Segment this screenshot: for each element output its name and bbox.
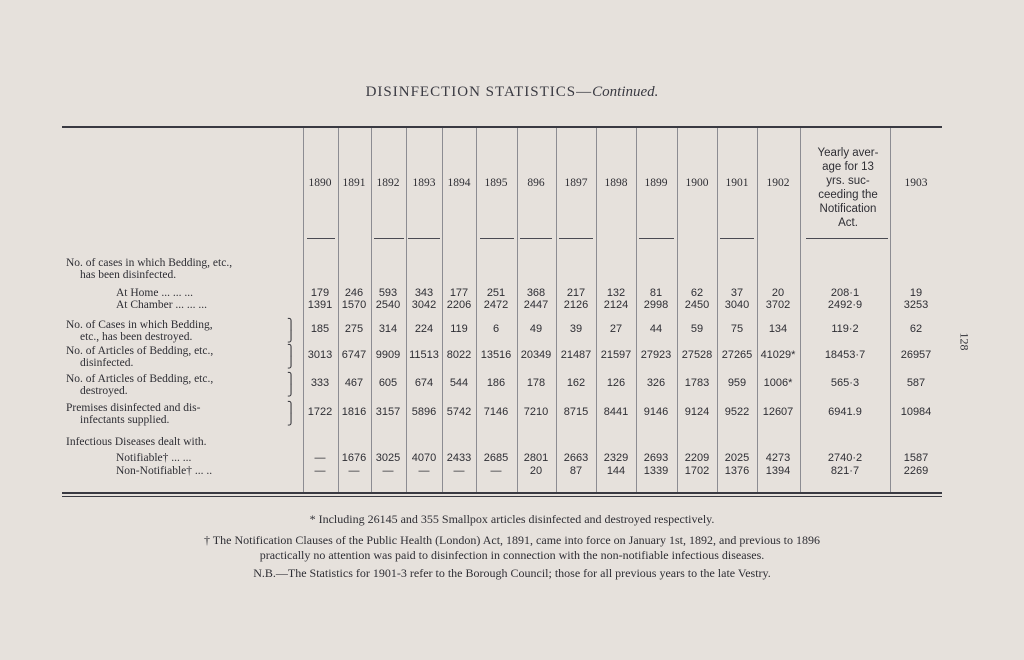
table-cell: 3042 (411, 299, 437, 311)
table-cell: 3702 (765, 299, 791, 311)
table-cell: 1702 (684, 465, 710, 477)
table-cell: 186 (486, 377, 506, 389)
table-cell: 1676 (341, 452, 367, 464)
header-underline (307, 238, 335, 239)
table-cell: 7146 (483, 406, 509, 418)
table-cell: 18453·7 (824, 349, 866, 361)
table-cell: 41029* (760, 349, 796, 361)
table-cell: 333 (310, 377, 330, 389)
title-main: DISINFECTION STATISTICS— (365, 84, 593, 100)
header-underline (639, 238, 674, 239)
table-cell: 544 (449, 377, 469, 389)
column-header: 1902 (766, 177, 790, 189)
row-label-line: etc., has been destroyed. (80, 331, 193, 343)
table-cell: 6941.9 (828, 406, 862, 418)
table-cell: 27265 (721, 349, 753, 361)
table-cell: 1722 (307, 406, 333, 418)
table-cell: 246 (344, 287, 364, 299)
table-cell: 49 (529, 323, 543, 335)
row-label-line: disinfected. (80, 357, 134, 369)
footnote-asterisk: * Including 26145 and 355 Smallpox articles disinfected and destroyed respectively. (309, 512, 715, 526)
header-underline (806, 238, 888, 239)
table-cell: 2206 (446, 299, 472, 311)
table-cell: 178 (526, 377, 546, 389)
table-cell: 2540 (375, 299, 401, 311)
row-label (66, 345, 213, 369)
table-cell: — (490, 465, 502, 477)
column-header: 1900 (685, 177, 709, 189)
table-cell: 1391 (307, 299, 333, 311)
brace-mark: ⎫ ⎭ (287, 345, 296, 369)
table-cell: 9909 (375, 349, 401, 361)
column-header: 1897 (564, 177, 588, 189)
table-cell: 326 (646, 377, 666, 389)
table-cell: 6 (492, 323, 500, 335)
table-cell: 81 (649, 287, 663, 299)
table-cell: 5742 (446, 406, 472, 418)
brace-mark: ⎫ ⎭ (287, 373, 296, 397)
header-underline (720, 238, 754, 239)
table-cell: 9146 (643, 406, 669, 418)
footnote-dagger-2: practically no attention was paid to disinfection in connection with the non-notifiable infectious diseases. (259, 548, 765, 562)
column-header: 1893 (412, 177, 436, 189)
table-cell: 2685 (483, 452, 509, 464)
table-cell: 27 (609, 323, 623, 335)
table-cell: 959 (727, 377, 747, 389)
table-cell: 565·3 (830, 377, 860, 389)
table-cell: 75 (730, 323, 744, 335)
table-cell: 62 (909, 323, 923, 335)
column-header: 1891 (342, 177, 366, 189)
table-cell: 2801 (523, 452, 549, 464)
row-label-line: Premises disinfected and dis- (66, 402, 201, 414)
yearly-header-line: Yearly aver- (817, 147, 879, 159)
brace-mark: ⎫ ⎭ (287, 319, 296, 343)
table-cell: 2126 (563, 299, 589, 311)
table-cell: 119 (450, 323, 468, 335)
table-cell: 2124 (603, 299, 629, 311)
group-label-line: has been disinfected. (80, 269, 177, 281)
table-cell: 26957 (900, 349, 932, 361)
column-header: 1894 (447, 177, 471, 189)
table-cell: 27528 (681, 349, 713, 361)
header-underline (559, 238, 593, 239)
table-cell: 11513 (409, 349, 439, 361)
table-cell: 587 (906, 377, 926, 389)
row-label (66, 373, 213, 397)
column-divider (890, 128, 891, 494)
table-cell: 2329 (603, 452, 629, 464)
table-cell: 3013 (307, 349, 333, 361)
row-label (66, 402, 200, 426)
table-cell: 224 (414, 323, 434, 335)
table-cell: 119·2 (831, 323, 859, 335)
row-label-line: At Home ... ... ... (116, 287, 193, 299)
column-header: 1892 (376, 177, 400, 189)
yearly-header-line: Act. (838, 217, 858, 229)
yearly-header-line: ceeding the (818, 189, 878, 201)
table-cell: 62 (690, 287, 704, 299)
page-number: 128 (957, 332, 972, 351)
table-cell: 821·7 (830, 465, 860, 477)
table-bottom-rule (62, 492, 942, 494)
table-cell: 19 (909, 287, 923, 299)
table-cell: 3157 (375, 406, 401, 418)
table-cell: 2269 (903, 465, 929, 477)
table-cell: 5896 (411, 406, 437, 418)
table-cell: — (314, 465, 326, 477)
row-label-line: destroyed. (80, 385, 128, 397)
table-cell: 2025 (724, 452, 750, 464)
table-cell: 2447 (523, 299, 549, 311)
table-cell: 674 (414, 377, 434, 389)
table-cell: 1587 (903, 452, 929, 464)
table-cell: 20 (771, 287, 785, 299)
table-cell: 2740·2 (827, 452, 863, 464)
table-cell: 1394 (765, 465, 791, 477)
table-cell: 126 (606, 377, 626, 389)
row-label (116, 452, 191, 464)
table-cell: 208·1 (830, 287, 860, 299)
group-label-infectious: Infectious Diseases dealt with. (66, 436, 207, 448)
table-cell: 605 (378, 377, 398, 389)
table-cell: 179 (310, 287, 330, 299)
table-cell: 10984 (900, 406, 932, 418)
table-cell: 144 (606, 465, 626, 477)
table-cell: 185 (310, 323, 330, 335)
table-cell: 314 (378, 323, 398, 335)
row-label-line: At Chamber ... ... ... (116, 299, 208, 311)
table-cell: 2998 (643, 299, 669, 311)
column-header: 896 (527, 177, 545, 189)
row-label (116, 287, 193, 299)
brace-mark: ⎫ ⎭ (287, 402, 296, 426)
table-cell: 217 (566, 287, 586, 299)
table-cell: 177 (449, 287, 469, 299)
table-cell: 2693 (643, 452, 669, 464)
yearly-header-line: Notification (819, 203, 877, 215)
header-underline (408, 238, 440, 239)
table-cell: 251 (486, 287, 506, 299)
table-cell: — (382, 465, 394, 477)
column-divider (800, 128, 801, 494)
row-label (116, 465, 212, 477)
column-header: 1895 (484, 177, 508, 189)
table-cell: 134 (768, 323, 788, 335)
yearly-average-header (806, 146, 890, 230)
table-top-rule (62, 126, 942, 128)
table-cell: 1339 (643, 465, 669, 477)
table-cell: — (348, 465, 360, 477)
column-header: 1899 (644, 177, 668, 189)
table-cell: 59 (690, 323, 704, 335)
table-cell: 1376 (724, 465, 750, 477)
table-cell: — (453, 465, 465, 477)
table-cell: 44 (649, 323, 663, 335)
header-underline (374, 238, 404, 239)
table-cell: 162 (566, 377, 586, 389)
table-cell: 12607 (762, 406, 794, 418)
footnote-nb: N.B.—The Statistics for 1901-3 refer to the Borough Council; those for all previous years to the late Vestry. (253, 566, 771, 580)
table-cell: 6747 (341, 349, 367, 361)
table-cell: 9124 (684, 406, 710, 418)
column-header: 1898 (604, 177, 628, 189)
table-cell: 21597 (600, 349, 632, 361)
table-cell: 9522 (724, 406, 750, 418)
table-bottom-rule-thin (62, 496, 942, 497)
table-cell: 7210 (523, 406, 549, 418)
table-cell: 8715 (563, 406, 589, 418)
column-header: 1890 (308, 177, 332, 189)
table-cell: 27923 (640, 349, 672, 361)
row-label (116, 299, 207, 311)
table-cell: 20 (529, 465, 543, 477)
row-label-line: No. of Cases in which Bedding, (66, 319, 213, 331)
column-header: 1903 (904, 177, 928, 189)
table-cell: 39 (569, 323, 583, 335)
table-cell: 2450 (684, 299, 710, 311)
table-cell: 3253 (903, 299, 929, 311)
header-underline (480, 238, 514, 239)
table-cell: — (314, 452, 326, 464)
table-cell: 13516 (480, 349, 512, 361)
group-label-bedding-cases (66, 257, 232, 281)
table-cell: — (418, 465, 430, 477)
table-cell: 37 (730, 287, 744, 299)
table-cell: 87 (569, 465, 583, 477)
table-cell: 2663 (563, 452, 589, 464)
table-cell: 1816 (341, 406, 367, 418)
group-label-line: No. of cases in which Bedding, etc., (66, 257, 233, 269)
table-cell: 20349 (520, 349, 552, 361)
table-cell: 8441 (603, 406, 629, 418)
table-cell: 593 (378, 287, 398, 299)
row-label-line: Notifiable† ... ... (116, 452, 192, 464)
row-label-line: Non-Notifiable† ... .. (116, 465, 213, 477)
table-cell: 343 (414, 287, 434, 299)
table-cell: 132 (606, 287, 626, 299)
page-title (0, 84, 1024, 101)
row-label-line: infectants supplied. (80, 414, 170, 426)
table-cell: 2492·9 (827, 299, 863, 311)
table-cell: 3025 (375, 452, 401, 464)
table-cell: 1570 (341, 299, 367, 311)
table-cell: 1006* (763, 377, 793, 389)
title-continued: Continued. (592, 84, 659, 100)
footnote-dagger-1: † The Notification Clauses of the Public Health (London) Act, 1891, came into force on January 1st, 1892, and previous to 1896 (204, 533, 820, 547)
table-cell: 3040 (724, 299, 750, 311)
table-cell: 4273 (765, 452, 791, 464)
table-cell: 21487 (560, 349, 592, 361)
header-underline (520, 238, 552, 239)
table-cell: 2472 (483, 299, 509, 311)
table-cell: 368 (526, 287, 546, 299)
row-label-line: No. of Articles of Bedding, etc., (66, 345, 214, 357)
row-label (66, 319, 213, 343)
table-cell: 1783 (684, 377, 710, 389)
table-cell: 467 (344, 377, 364, 389)
yearly-header-line: yrs. suc- (826, 175, 870, 187)
row-label-line: No. of Articles of Bedding, etc., (66, 373, 214, 385)
table-cell: 2209 (684, 452, 710, 464)
yearly-header-line: age for 13 (822, 161, 874, 173)
column-header: 1901 (725, 177, 749, 189)
table-cell: 275 (344, 323, 364, 335)
table-cell: 4070 (411, 452, 437, 464)
table-cell: 2433 (446, 452, 472, 464)
table-cell: 8022 (446, 349, 472, 361)
